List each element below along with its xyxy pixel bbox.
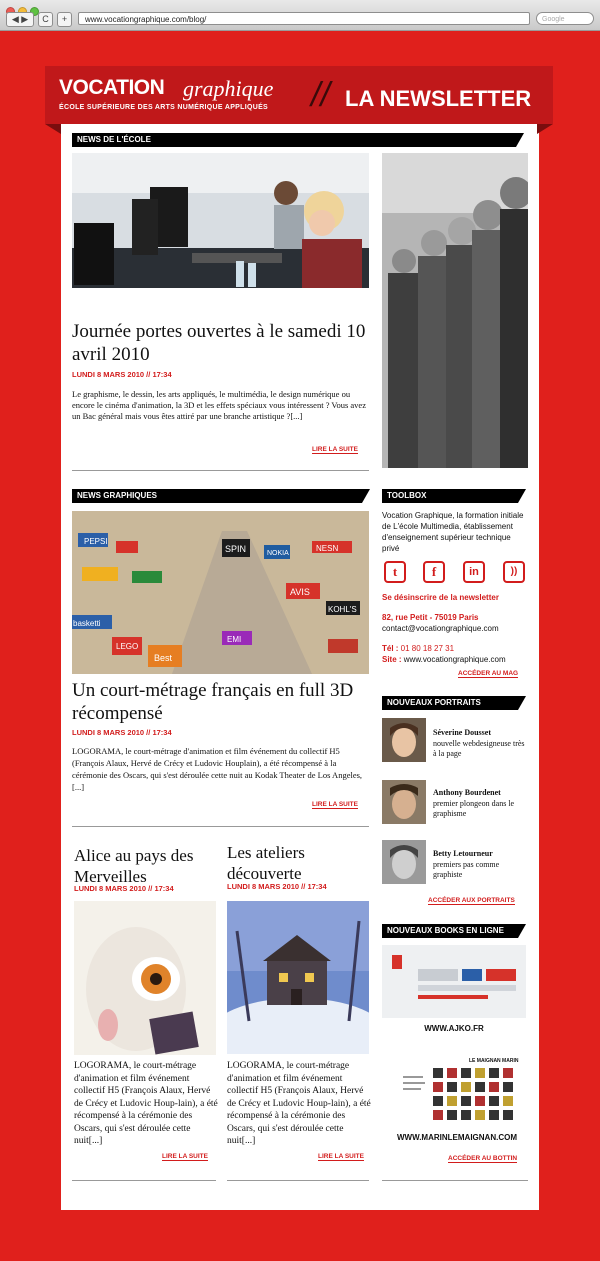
sign-nokia: NOKIA bbox=[267, 550, 289, 557]
sign-basketti: basketti bbox=[73, 619, 101, 628]
article-3-date: LUNDI 8 MARS 2010 // 17:34 bbox=[74, 884, 174, 893]
toolbox-intro: Vocation Graphique, la formation initiale de L'école Multimedia, établissement d'enseignement supérieur technique privé bbox=[382, 511, 524, 553]
book-2-header: LE MAIGNAN MARIN bbox=[469, 1058, 519, 1064]
phone-number: 01 80 18 27 31 bbox=[400, 644, 455, 653]
reload-button[interactable]: C bbox=[38, 12, 53, 27]
book-1-preview[interactable] bbox=[382, 945, 526, 1018]
article-3-body: LOGORAMA, le court-métrage d'animation et film événement collectif H5 (François Alaux, Hervé de Crécy et Ludovic Houp-lain), a été récompensé à la cérémonie des Oscars, qui s'est déroulée cette nuit[...] bbox=[74, 1061, 218, 1146]
article-2-title[interactable]: Un court-métrage français en full 3D récompensé bbox=[72, 680, 354, 724]
article-2-body: LOGORAMA, le court-métrage d'animation et film événement du collectif H5 (François Alaux, Hervé de Crécy et Ludovic Houplain), a été récompensé à la cérémonie des Oscars, qui s'est déroulée cette nuit au Kodak Theater de Los Angeles,[...] bbox=[72, 746, 363, 792]
avatar[interactable] bbox=[382, 718, 426, 762]
unsubscribe-link[interactable]: Se désinscrire de la newsletter bbox=[382, 593, 499, 602]
sign-spin: SPIN bbox=[225, 544, 247, 554]
brand-tagline: ÉCOLE SUPÉRIEURE DES ARTS NUMÉRIQUE APPLIQUÉS bbox=[59, 104, 269, 111]
section-header-portraits: NOUVEAUX PORTRAITS bbox=[382, 696, 518, 710]
sign-emi: EMI bbox=[227, 635, 242, 644]
sign-lego: LEGO bbox=[116, 642, 139, 651]
brand-name: VOCATION bbox=[59, 76, 165, 99]
bottin-link[interactable]: ACCÉDER AU BOTTIN bbox=[448, 1155, 518, 1162]
book-2-preview[interactable] bbox=[393, 1054, 521, 1126]
browser-toolbar bbox=[0, 0, 600, 31]
logorama-still-image[interactable] bbox=[72, 511, 369, 674]
twitter-icon[interactable]: t bbox=[384, 561, 406, 583]
article-1-body: Le graphisme, le dessin, les arts appliqués, le multimédia, le design numérique ou encore le cinéma d'animation, la 3D et les effets spéciaux vous intéressent ? Vous avez un Bac général mais vous êtes attiré par une branche artistique ?[...] bbox=[72, 389, 366, 421]
phone-line bbox=[382, 643, 454, 654]
ribbon-fold-right bbox=[537, 124, 553, 134]
school-address: 82, rue Petit - 75019 Paris bbox=[382, 613, 479, 622]
article-1-read-more-link[interactable]: LIRE LA SUITE bbox=[312, 446, 358, 453]
article-4-date: LUNDI 8 MARS 2010 // 17:34 bbox=[227, 882, 327, 891]
sign-avis: AVIS bbox=[290, 587, 310, 597]
book-2-url[interactable]: WWW.MARINLEMAIGNAN.COM bbox=[397, 1133, 517, 1142]
portrait-2-name[interactable]: Anthony Bourdenet bbox=[433, 788, 501, 797]
article-4-title[interactable]: Les ateliers découverte bbox=[227, 843, 305, 883]
portrait-1-desc: nouvelle webdesigneuse très à la page bbox=[433, 739, 525, 758]
article-3-read-more-link[interactable]: LIRE LA SUITE bbox=[162, 1153, 208, 1160]
article-4-body: LOGORAMA, le court-métrage d'animation et film événement collectif H5 (François Alaux, Hervé de Crécy et Ludovic Houp-lain), a été récompensé à la cérémonie des Oscars, qui s'est déroulée cette nuit[...] bbox=[227, 1061, 371, 1146]
site-link[interactable]: www.vocationgraphique.com bbox=[403, 655, 506, 664]
section-header-toolbox: TOOLBOX bbox=[382, 489, 518, 503]
phone-label: Tél : bbox=[382, 644, 401, 653]
article-2-date: LUNDI 8 MARS 2010 // 17:34 bbox=[72, 728, 172, 737]
article-1-title[interactable]: Journée portes ouvertes à le samedi 10 avril 2010 bbox=[72, 321, 366, 365]
alice-rabbit-illustration[interactable] bbox=[74, 901, 216, 1055]
back-forward-button[interactable]: ◀ ▶ bbox=[6, 12, 34, 27]
avatar[interactable] bbox=[382, 780, 426, 824]
site-line bbox=[382, 654, 506, 665]
sign-best: Best bbox=[154, 653, 173, 663]
portraits-link[interactable]: ACCÉDER AUX PORTRAITS bbox=[428, 897, 515, 904]
mag-link[interactable]: ACCÉDER AU MAG bbox=[458, 670, 519, 677]
search-field[interactable]: Google bbox=[536, 12, 594, 25]
open-day-photo[interactable] bbox=[72, 153, 369, 288]
brand-name-italic: graphique bbox=[183, 76, 274, 101]
portrait-1-name[interactable]: Séverine Dousset bbox=[433, 728, 491, 737]
article-4-read-more-link[interactable]: LIRE LA SUITE bbox=[318, 1153, 364, 1160]
portrait-3-desc: premiers pas comme graphiste bbox=[433, 860, 500, 879]
book-1-url[interactable]: WWW.AJKO.FR bbox=[424, 1024, 484, 1033]
masthead bbox=[45, 66, 553, 124]
rss-icon[interactable]: )) bbox=[503, 561, 525, 583]
contact-email-link[interactable]: contact@vocationgraphique.com bbox=[382, 624, 499, 633]
masthead-separator: // bbox=[311, 76, 330, 114]
section-header-books: NOUVEAUX BOOKS EN LIGNE bbox=[382, 924, 518, 938]
ribbon-fold-left bbox=[45, 124, 61, 134]
linkedin-icon[interactable]: in bbox=[463, 561, 485, 583]
portrait-2-desc: premier plongeon dans le graphisme bbox=[433, 799, 515, 818]
site-label: Site : bbox=[382, 655, 404, 664]
facebook-icon[interactable]: f bbox=[423, 561, 445, 583]
divider bbox=[72, 470, 369, 471]
students-group-photo[interactable] bbox=[382, 153, 528, 468]
section-header-news-graphiques: NEWS GRAPHIQUES bbox=[72, 489, 362, 503]
divider bbox=[227, 1180, 369, 1181]
ateliers-illustration[interactable] bbox=[227, 901, 369, 1054]
article-3-title[interactable]: Alice au pays des Merveilles bbox=[74, 846, 194, 886]
portrait-3-name[interactable]: Betty Letourneur bbox=[433, 849, 493, 858]
sign-kohls: KOHL'S bbox=[328, 605, 357, 614]
address-bar[interactable]: www.vocationgraphique.com/blog/ bbox=[78, 12, 530, 25]
avatar[interactable] bbox=[382, 840, 426, 884]
divider bbox=[72, 826, 369, 827]
sign-nesn: NESN bbox=[316, 544, 339, 553]
article-2-read-more-link[interactable]: LIRE LA SUITE bbox=[312, 801, 358, 808]
article-1-date: LUNDI 8 MARS 2010 // 17:34 bbox=[72, 370, 172, 379]
section-header-news-ecole: NEWS DE L'ÉCOLE bbox=[72, 133, 516, 147]
new-tab-button[interactable]: + bbox=[57, 12, 72, 27]
divider bbox=[382, 1180, 528, 1181]
sign-pepsi: PEPSI bbox=[84, 537, 108, 546]
divider bbox=[72, 1180, 216, 1181]
newsletter-title: LA NEWSLETTER bbox=[345, 86, 532, 111]
